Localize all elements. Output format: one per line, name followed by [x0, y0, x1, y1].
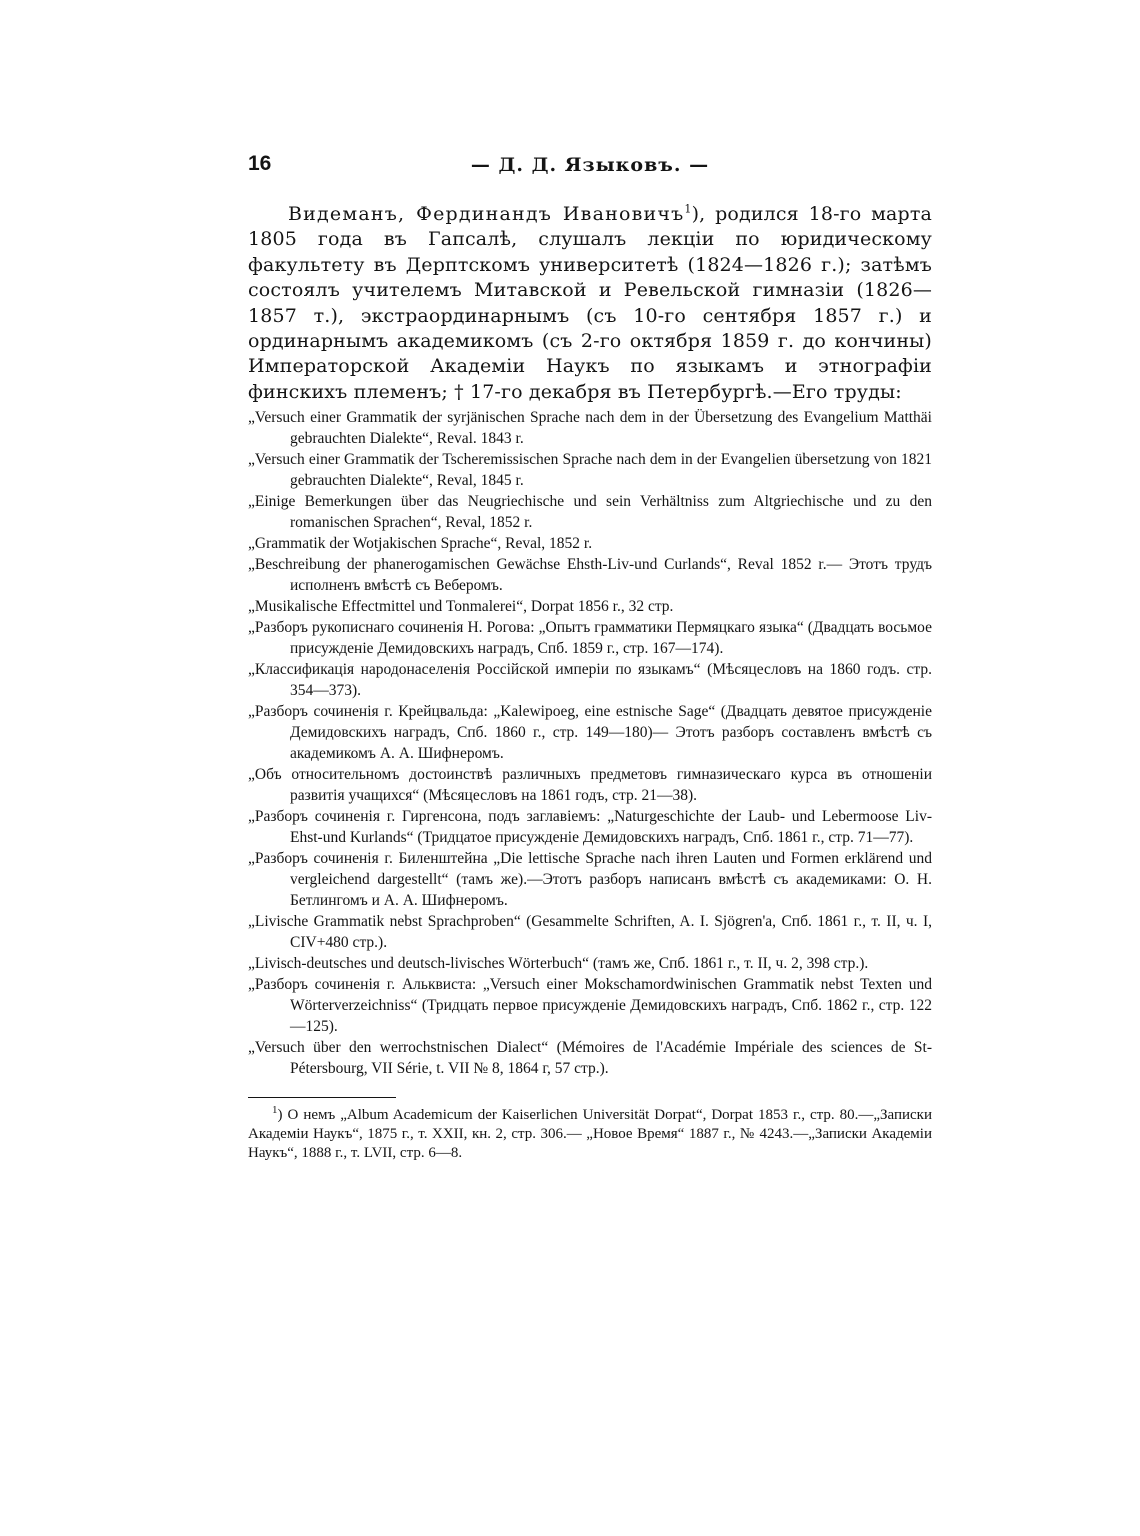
footnote-divider	[248, 1097, 396, 1098]
works-list-item: „Beschreibung der phanerogamischen Gewächse Ehsth-Liv-und Curlands“, Reval 1852 r.— Этотъ трудъ исполненъ вмѣстѣ съ Веберомъ.	[248, 556, 932, 595]
biography-paragraph	[248, 202, 932, 405]
footnote-reference: 1	[684, 202, 692, 216]
works-list-item: „Разборъ рукописнаго сочиненія Н. Рогова: „Опытъ грамматики Пермяцкаго языка“ (Двадцать восьмое присужденіе Демидовскихъ наградъ, Спб. 1859 г., стр. 167—174).	[248, 619, 932, 658]
works-list-item: „Versuch über den werrochstnischen Dialect“ (Mémoires de l'Académie Impériale des sciences de St-Pétersbourg, VII Série, t. VII № 8, 1864 г, 57 стр.).	[248, 1039, 932, 1078]
works-list-item: „Разборъ сочиненія г. Крейцвальда: „Kalewipoeg, eine estnische Sage“ (Двадцать девятое присужденіе Демидовскихъ наградъ, Спб. 1860 г., стр. 149—180)— Этотъ разборъ составленъ вмѣстѣ съ академикомъ А. А. Шифнеромъ.	[248, 703, 932, 763]
page-header	[248, 152, 932, 188]
biography-text: ), родился 18-го марта 1805 года въ Гапсалѣ, слушалъ лекціи по юридическому факультету въ Дерптскомъ университетѣ (1824—1826 г.); затѣмъ состоялъ учителемъ Митавской и Ревельской гимназіи (1826—1857 т.), экстраординарнымъ (съ 10-го сентября 1857 г.) и ординарнымъ академикомъ (съ 2-го октября 1859 г. до кончины) Императорской Академіи Наукъ по языкамъ и этнографіи финскихъ племенъ; † 17-го декабря въ Петербургѣ.—Его труды:	[248, 203, 932, 403]
page-number: 16	[248, 152, 272, 175]
works-list-item: „Livisch-deutsches und deutsch-livisches Wörterbuch“ (тамъ же, Спб. 1861 г., т. II, ч. 2, 398 стр.).	[248, 955, 869, 973]
biography-name: Видеманъ, Фердинандъ Ивановичъ	[288, 203, 685, 225]
works-list-item: „Разборъ сочиненія г. Гиргенсона, подъ заглавіемъ: „Naturgeschichte der Laub- und Lebermoose Liv-Ehst-und Kurlands“ (Тридцатое присужденіе Демидовскихъ наградъ, Спб. 1861 г., стр. 71—77).	[248, 808, 932, 847]
footnote	[248, 1106, 932, 1163]
works-list-item: „Объ относительномъ достоинствѣ различныхъ предметовъ гимназическаго курса въ отношеніи развитія учащихся“ (Мѣсяцесловъ на 1861 годъ, стр. 21—38).	[248, 766, 932, 805]
works-list-item: „Разборъ сочиненія г. Альквиста: „Versuch einer Mokschamordwinischen Grammatik nebst Texten und Wörterverzeichniss“ (Тридцать первое присужденіе Демидовскихъ наградъ, Спб. 1862 г., стр. 122—125).	[248, 976, 932, 1036]
works-list-item: „Musikalische Effectmittel und Tonmalerei“, Dorpat 1856 r., 32 стр.	[248, 598, 674, 616]
book-page	[248, 152, 932, 1163]
works-list	[248, 407, 932, 1079]
works-list-item: „Versuch einer Grammatik der syrjänischen Sprache nach dem in der Übersetzung des Evangelium Matthäi gebrauchten Dialekte“, Reval. 1843 r.	[248, 409, 932, 448]
works-list-item: „Grammatik der Wotjakischen Sprache“, Reval, 1852 r.	[248, 535, 593, 553]
running-title: — Д. Д. Языковъ. —	[470, 154, 710, 176]
footnote-text: ) О немъ „Album Academicum der Kaiserlichen Universität Dorpat“, Dorpat 1853 г., стр. 80.—„Записки Академіи Наукъ“, 1875 г., т. XXII, кн. 2, стр. 306.— „Новое Время“ 1887 г., № 4243.—„Записки Академіи Наукъ“, 1888 г., т. LVII, стр. 6—8.	[248, 1107, 932, 1162]
works-list-item: „Классификація народонаселенія Россійской имперіи по языкамъ“ (Мѣсяцесловъ на 1860 годъ. стр. 354—373).	[248, 661, 932, 700]
works-list-item: „Livische Grammatik nebst Sprachproben“ (Gesammelte Schriften, A. I. Sjögren'a, Спб. 1861 г., т. II, ч. I, CIV+480 стр.).	[248, 913, 932, 952]
works-list-item: „Versuch einer Grammatik der Tscheremissischen Sprache nach dem in der Evangelien übersetzung von 1821 gebrauchten Dialekte“, Reval, 1845 r.	[248, 451, 932, 490]
footnote-marker: 1	[272, 1104, 278, 1117]
works-list-item: „Разборъ сочиненія г. Биленштейна „Die lettische Sprache nach ihren Lauten und Formen erklärend und vergleichend dargestellt“ (тамъ же).—Этотъ разборъ написанъ вмѣстѣ съ академиками: О. Н. Бетлингомъ и А. А. Шифнеромъ.	[248, 850, 932, 910]
works-list-item: „Einige Bemerkungen über das Neugriechische und sein Verhältniss zum Altgriechische und zu den romanischen Sprachen“, Reval, 1852 r.	[248, 493, 932, 532]
